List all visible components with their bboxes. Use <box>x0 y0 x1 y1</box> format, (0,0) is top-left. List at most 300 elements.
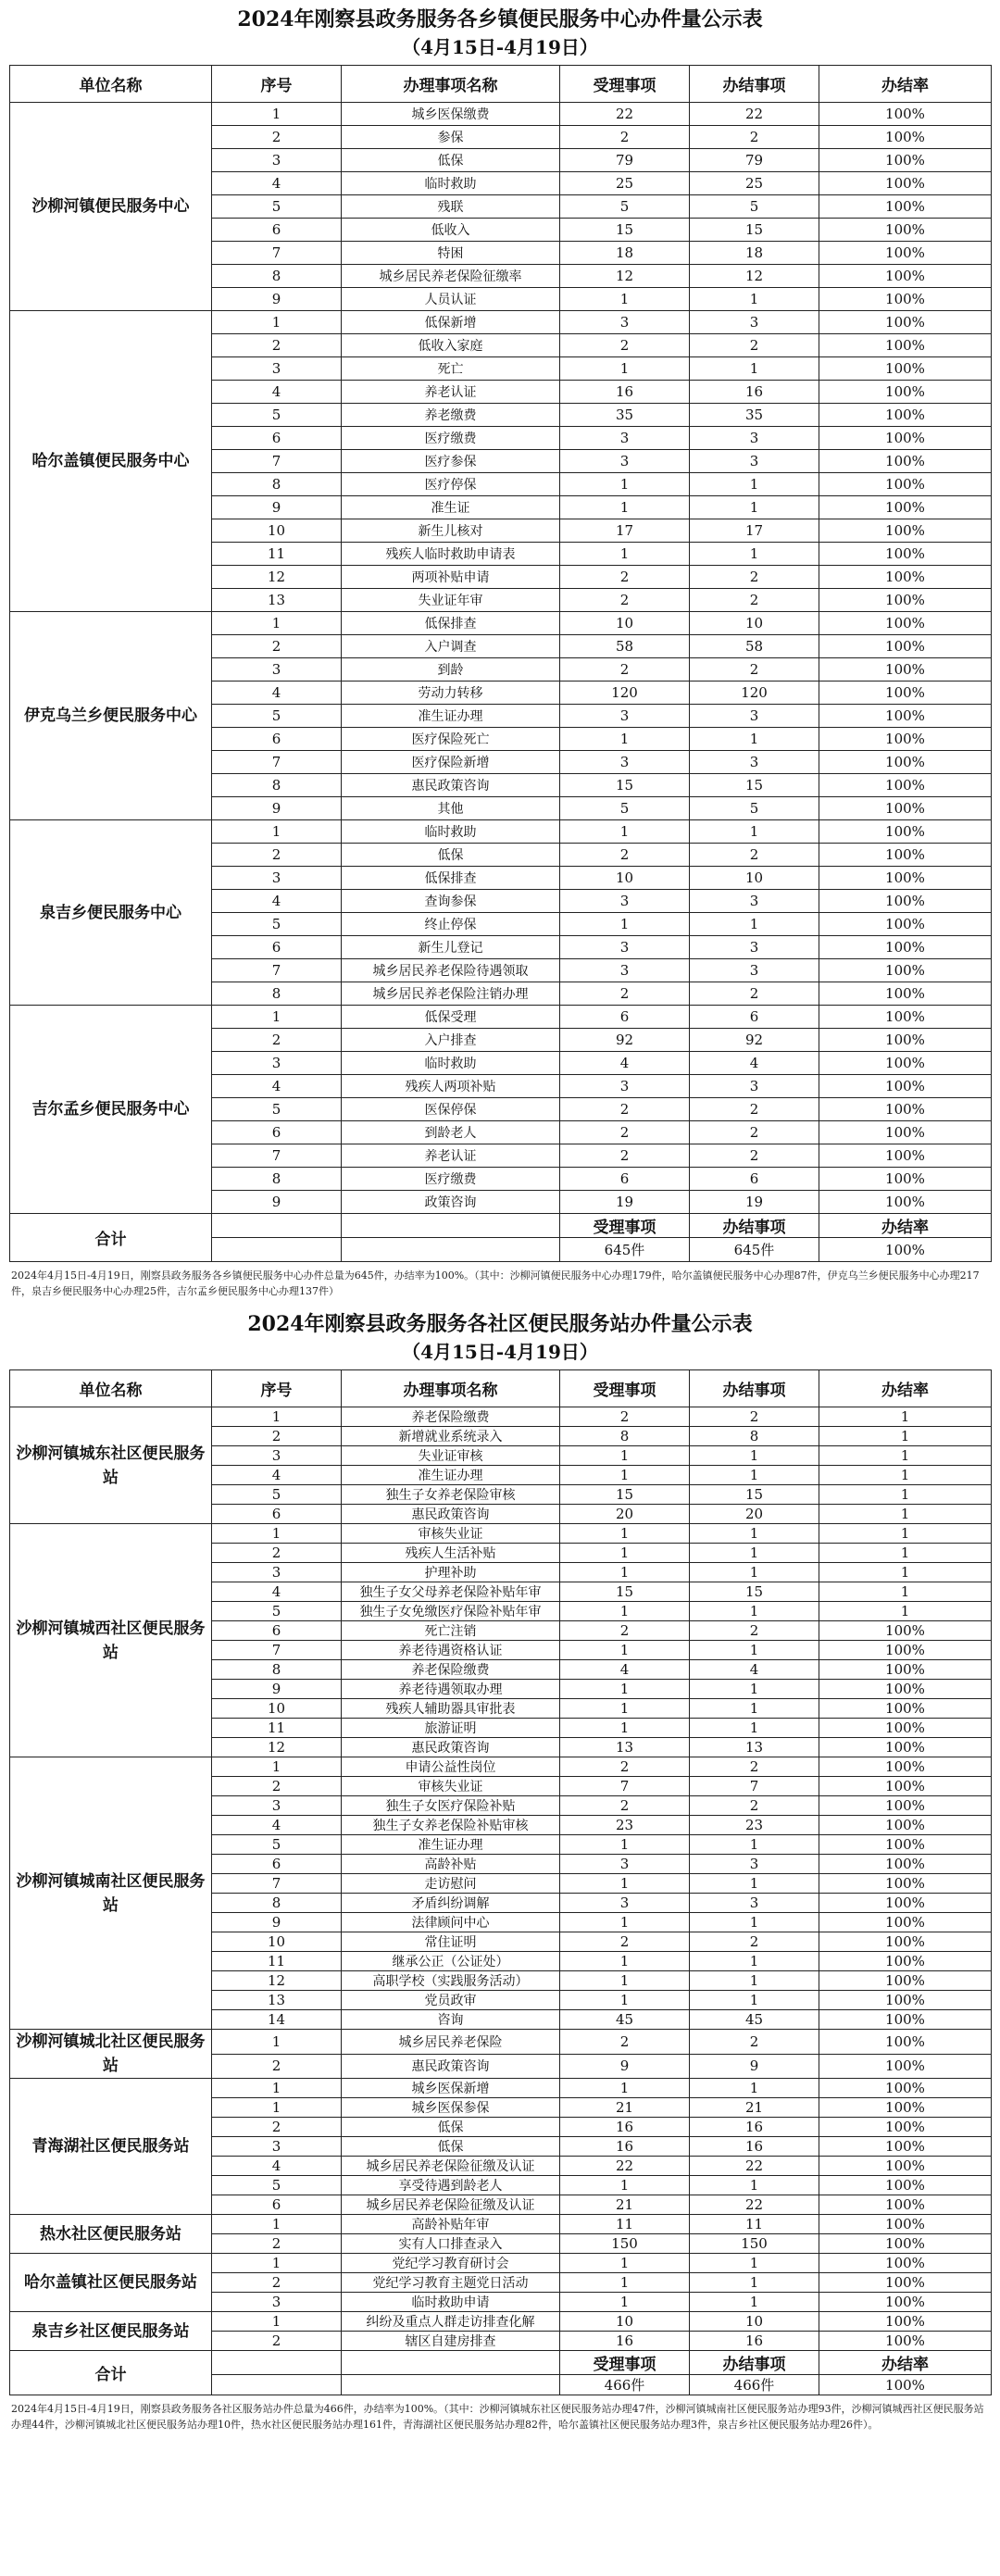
total-completed: 645件 <box>690 1238 819 1262</box>
accepted-count: 3 <box>560 1855 690 1874</box>
row-index: 9 <box>212 1680 342 1699</box>
completed-count: 1 <box>690 1971 819 1991</box>
row-index: 4 <box>212 1466 342 1485</box>
accepted-count: 2 <box>560 589 690 612</box>
item-name: 养老待遇资格认证 <box>342 1641 560 1660</box>
completion-rate: 100% <box>819 2098 992 2118</box>
item-name: 审核失业证 <box>342 1777 560 1796</box>
item-name: 医疗缴费 <box>342 1168 560 1191</box>
completed-count: 2 <box>690 334 819 357</box>
item-name: 城乡居民养老保险待遇领取 <box>342 959 560 982</box>
table-body <box>10 1407 992 2351</box>
row-index: 8 <box>212 473 342 496</box>
item-name: 准生证办理 <box>342 1466 560 1485</box>
accepted-count: 3 <box>560 890 690 913</box>
item-name: 独生子女养老保险审核 <box>342 1485 560 1505</box>
completed-count: 1 <box>690 1913 819 1932</box>
completed-count: 1 <box>690 1952 819 1971</box>
completion-rate: 100% <box>819 2054 992 2079</box>
accepted-count: 1 <box>560 1602 690 1621</box>
item-name: 到龄 <box>342 658 560 682</box>
table-row <box>10 1407 992 1427</box>
item-name: 准生证 <box>342 496 560 519</box>
row-index: 6 <box>212 936 342 959</box>
completion-rate: 100% <box>819 936 992 959</box>
accepted-count: 6 <box>560 1006 690 1029</box>
row-index: 6 <box>212 1121 342 1144</box>
accepted-count: 1 <box>560 1719 690 1738</box>
row-index: 7 <box>212 1874 342 1894</box>
unit-name-cell: 沙柳河镇城西社区便民服务站 <box>10 1524 212 1757</box>
row-index: 13 <box>212 589 342 612</box>
row-index: 6 <box>212 427 342 450</box>
completion-rate: 100% <box>819 658 992 682</box>
accepted-count: 150 <box>560 2234 690 2254</box>
completed-count: 23 <box>690 1816 819 1835</box>
item-name: 城乡居民养老保险征缴率 <box>342 265 560 288</box>
unit-name-cell: 伊克乌兰乡便民服务中心 <box>10 612 212 820</box>
completion-rate: 100% <box>819 867 992 890</box>
row-index: 4 <box>212 682 342 705</box>
total-label: 合计 <box>10 2351 212 2395</box>
completed-count: 3 <box>690 311 819 334</box>
item-name: 党纪学习教育主题党日活动 <box>342 2273 560 2293</box>
item-name: 城乡居民养老保险征缴及认证 <box>342 2157 560 2176</box>
accepted-count: 4 <box>560 1052 690 1075</box>
completed-count: 1 <box>690 2254 819 2273</box>
accepted-count: 1 <box>560 1991 690 2010</box>
row-index: 5 <box>212 2176 342 2195</box>
item-name: 法律顾问中心 <box>342 1913 560 1932</box>
completed-count: 22 <box>690 2157 819 2176</box>
total-spacer <box>342 2375 560 2395</box>
total-rate: 100% <box>819 1238 992 1262</box>
row-index: 6 <box>212 219 342 242</box>
accepted-count: 10 <box>560 867 690 890</box>
item-name: 残疾人辅助器具审批表 <box>342 1699 560 1719</box>
header-unit: 单位名称 <box>10 1370 212 1407</box>
accepted-count: 1 <box>560 1641 690 1660</box>
table-row <box>10 311 992 334</box>
row-index: 8 <box>212 982 342 1006</box>
completion-rate: 100% <box>819 982 992 1006</box>
completion-rate: 100% <box>819 1075 992 1098</box>
accepted-count: 20 <box>560 1505 690 1524</box>
table1-title: 2024年刚察县政务服务各乡镇便民服务中心办件量公示表 <box>237 7 763 31</box>
completed-count: 45 <box>690 2010 819 2030</box>
completed-count: 2 <box>690 1098 819 1121</box>
completion-rate: 100% <box>819 1660 992 1680</box>
completed-count: 10 <box>690 2312 819 2332</box>
accepted-count: 22 <box>560 103 690 126</box>
item-name: 城乡居民养老保险征缴及认证 <box>342 2195 560 2215</box>
completion-rate: 100% <box>819 2195 992 2215</box>
item-name: 申请公益性岗位 <box>342 1757 560 1777</box>
completed-count: 3 <box>690 1075 819 1098</box>
header-index: 序号 <box>212 1370 342 1407</box>
item-name: 到龄老人 <box>342 1121 560 1144</box>
row-index: 2 <box>212 1777 342 1796</box>
accepted-count: 15 <box>560 219 690 242</box>
completed-count: 1 <box>690 357 819 381</box>
item-name: 低保排查 <box>342 612 560 635</box>
completed-count: 1 <box>690 2079 819 2098</box>
accepted-count: 1 <box>560 357 690 381</box>
total-accepted: 645件 <box>560 1238 690 1262</box>
table2-note: 2024年4月15日-4月19日，刚察县政务服务各社区服务站办件总量为466件，办结率为100%。（其中：沙柳河镇城东社区便民服务站办理47件，沙柳河镇城南社区便民服务站办理93件，沙柳河镇城西社区便民服务站办理44件，沙柳河镇城北社区便民服务站办理10件，热水社区便民服务站办理161件，青海湖社区便民服务站办理82件，哈尔盖镇社区便民服务站办理3件，泉吉乡社区便民服务站办理26件）。 <box>11 2403 984 2431</box>
row-index: 1 <box>212 2030 342 2055</box>
row-index: 9 <box>212 496 342 519</box>
completion-rate: 100% <box>819 1738 992 1757</box>
completed-count: 22 <box>690 2195 819 2215</box>
completion-rate: 100% <box>819 1006 992 1029</box>
row-index: 4 <box>212 1816 342 1835</box>
completed-count: 1 <box>690 496 819 519</box>
completion-rate: 100% <box>819 2293 992 2312</box>
completed-count: 15 <box>690 1485 819 1505</box>
item-name: 入户调查 <box>342 635 560 658</box>
row-index: 1 <box>212 820 342 844</box>
row-index: 6 <box>212 1855 342 1874</box>
item-name: 独生子女养老保险补贴审核 <box>342 1816 560 1835</box>
accepted-count: 5 <box>560 797 690 820</box>
row-index: 2 <box>212 1544 342 1563</box>
header-rate: 办结率 <box>819 1370 992 1407</box>
accepted-count: 15 <box>560 1582 690 1602</box>
completion-rate: 100% <box>819 1621 992 1641</box>
completed-count: 1 <box>690 1563 819 1582</box>
row-index: 6 <box>212 2195 342 2215</box>
completion-rate: 100% <box>819 1777 992 1796</box>
item-name: 失业证年审 <box>342 589 560 612</box>
completion-rate: 1 <box>819 1485 992 1505</box>
item-name: 新生儿核对 <box>342 519 560 543</box>
accepted-count: 2 <box>560 2030 690 2055</box>
header-completed: 办结事项 <box>690 1370 819 1407</box>
row-index: 2 <box>212 844 342 867</box>
row-index: 7 <box>212 959 342 982</box>
item-name: 医疗停保 <box>342 473 560 496</box>
item-name: 政策咨询 <box>342 1191 560 1214</box>
row-index: 9 <box>212 797 342 820</box>
completed-count: 1 <box>690 728 819 751</box>
completion-rate: 100% <box>819 959 992 982</box>
completion-rate: 1 <box>819 1505 992 1524</box>
completion-rate: 100% <box>819 589 992 612</box>
item-name: 养老保险缴费 <box>342 1407 560 1427</box>
row-index: 7 <box>212 450 342 473</box>
row-index: 1 <box>212 2215 342 2234</box>
accepted-count: 1 <box>560 1680 690 1699</box>
total-spacer <box>342 2351 560 2375</box>
completion-rate: 1 <box>819 1466 992 1485</box>
item-name: 矛盾纠纷调解 <box>342 1894 560 1913</box>
completion-rate: 100% <box>819 2157 992 2176</box>
row-index: 2 <box>212 334 342 357</box>
accepted-count: 1 <box>560 2176 690 2195</box>
header-accepted: 受理事项 <box>560 66 690 103</box>
table-row <box>10 820 992 844</box>
row-index: 2 <box>212 2332 342 2351</box>
row-index: 3 <box>212 867 342 890</box>
accepted-count: 2 <box>560 658 690 682</box>
row-index: 8 <box>212 1660 342 1680</box>
accepted-count: 4 <box>560 1660 690 1680</box>
completion-rate: 100% <box>819 1932 992 1952</box>
row-index: 1 <box>212 1524 342 1544</box>
header-item: 办理事项名称 <box>342 1370 560 1407</box>
table-row <box>10 1757 992 1777</box>
accepted-count: 3 <box>560 311 690 334</box>
item-name: 特困 <box>342 242 560 265</box>
completed-count: 3 <box>690 959 819 982</box>
completion-rate: 1 <box>819 1407 992 1427</box>
row-index: 7 <box>212 1641 342 1660</box>
item-name: 医疗保险新增 <box>342 751 560 774</box>
completion-rate: 100% <box>819 103 992 126</box>
item-name: 死亡 <box>342 357 560 381</box>
item-name: 城乡医保缴费 <box>342 103 560 126</box>
row-index: 13 <box>212 1991 342 2010</box>
accepted-count: 1 <box>560 2254 690 2273</box>
completed-count: 2 <box>690 1144 819 1168</box>
completed-count: 7 <box>690 1777 819 1796</box>
accepted-count: 2 <box>560 982 690 1006</box>
completed-count: 1 <box>690 2273 819 2293</box>
table1-note: 2024年4月15日-4月19日，刚察县政务服务各乡镇便民服务中心办件总量为645件，办结率为100%。（其中：沙柳河镇便民服务中心办理179件，哈尔盖镇便民服务中心办理87件，伊克乌兰乡便民服务中心办理217件，泉吉乡便民服务中心办理25件，吉尔孟乡便民服务中心办理137件） <box>11 1269 980 1297</box>
item-name: 城乡居民养老保险 <box>342 2030 560 2055</box>
accepted-count: 13 <box>560 1738 690 1757</box>
accepted-count: 58 <box>560 635 690 658</box>
completion-rate: 100% <box>819 2137 992 2157</box>
row-index: 1 <box>212 2079 342 2098</box>
row-index: 3 <box>212 357 342 381</box>
completion-rate: 100% <box>819 566 992 589</box>
item-name: 低保 <box>342 844 560 867</box>
row-index: 11 <box>212 543 342 566</box>
row-index: 1 <box>212 2254 342 2273</box>
completion-rate: 1 <box>819 1427 992 1446</box>
completed-count: 1 <box>690 913 819 936</box>
item-name: 享受待遇到龄老人 <box>342 2176 560 2195</box>
accepted-count: 21 <box>560 2098 690 2118</box>
accepted-count: 3 <box>560 427 690 450</box>
accepted-count: 1 <box>560 1524 690 1544</box>
completed-count: 17 <box>690 519 819 543</box>
completion-rate: 100% <box>819 682 992 705</box>
total-accepted: 466件 <box>560 2375 690 2395</box>
completed-count: 8 <box>690 1427 819 1446</box>
accepted-count: 17 <box>560 519 690 543</box>
completion-rate: 100% <box>819 612 992 635</box>
accepted-count: 2 <box>560 1757 690 1777</box>
item-name: 护理补助 <box>342 1563 560 1582</box>
row-index: 3 <box>212 1052 342 1075</box>
row-index: 7 <box>212 1144 342 1168</box>
completion-rate: 100% <box>819 1719 992 1738</box>
accepted-count: 1 <box>560 543 690 566</box>
accepted-count: 19 <box>560 1191 690 1214</box>
row-index: 2 <box>212 2054 342 2079</box>
completion-rate: 1 <box>819 1602 992 1621</box>
completion-rate: 100% <box>819 705 992 728</box>
item-name: 常住证明 <box>342 1932 560 1952</box>
item-name: 独生子女医疗保险补贴 <box>342 1796 560 1816</box>
completed-count: 1 <box>690 1641 819 1660</box>
table2-title: 2024年刚察县政务服务各社区便民服务站办件量公示表 <box>247 1312 753 1336</box>
row-index: 8 <box>212 265 342 288</box>
item-name: 党员政审 <box>342 1991 560 2010</box>
accepted-count: 18 <box>560 242 690 265</box>
total-accepted-header: 受理事项 <box>560 2351 690 2375</box>
row-index: 5 <box>212 1835 342 1855</box>
row-index: 9 <box>212 1191 342 1214</box>
row-index: 11 <box>212 1952 342 1971</box>
accepted-count: 1 <box>560 496 690 519</box>
completed-count: 1 <box>690 1699 819 1719</box>
completed-count: 3 <box>690 890 819 913</box>
item-name: 临时救助申请 <box>342 2293 560 2312</box>
completed-count: 2 <box>690 1621 819 1641</box>
completion-rate: 100% <box>819 149 992 172</box>
table-body <box>10 103 992 1214</box>
completion-rate: 100% <box>819 1098 992 1121</box>
item-name: 养老待遇领取办理 <box>342 1680 560 1699</box>
item-name: 城乡医保新增 <box>342 2079 560 2098</box>
item-name: 参保 <box>342 126 560 149</box>
completion-rate: 100% <box>819 1991 992 2010</box>
unit-name-cell: 青海湖社区便民服务站 <box>10 2079 212 2215</box>
completion-rate: 100% <box>819 450 992 473</box>
completed-count: 16 <box>690 2137 819 2157</box>
accepted-count: 1 <box>560 1971 690 1991</box>
row-index: 8 <box>212 1168 342 1191</box>
row-index: 2 <box>212 1427 342 1446</box>
item-name: 入户排查 <box>342 1029 560 1052</box>
item-name: 残疾人临时救助申请表 <box>342 543 560 566</box>
accepted-count: 21 <box>560 2195 690 2215</box>
township-center-table <box>9 65 992 1262</box>
completed-count: 2 <box>690 844 819 867</box>
row-index: 1 <box>212 1407 342 1427</box>
item-name: 独生子女免缴医疗保险补贴年审 <box>342 1602 560 1621</box>
completed-count: 2 <box>690 658 819 682</box>
row-index: 2 <box>212 2118 342 2137</box>
item-name: 养老缴费 <box>342 404 560 427</box>
table-row <box>10 2079 992 2098</box>
completed-count: 3 <box>690 1855 819 1874</box>
row-index: 9 <box>212 288 342 311</box>
completed-count: 4 <box>690 1052 819 1075</box>
table-row <box>10 2030 992 2055</box>
completion-rate: 100% <box>819 1894 992 1913</box>
table-row <box>10 2215 992 2234</box>
total-spacer <box>212 2351 342 2375</box>
item-name: 低保受理 <box>342 1006 560 1029</box>
table-row <box>10 612 992 635</box>
accepted-count: 3 <box>560 959 690 982</box>
completion-rate: 100% <box>819 404 992 427</box>
completion-rate: 100% <box>819 242 992 265</box>
item-name: 辖区自建房排查 <box>342 2332 560 2351</box>
header-unit: 单位名称 <box>10 66 212 103</box>
completion-rate: 100% <box>819 2234 992 2254</box>
completion-rate: 100% <box>819 2030 992 2055</box>
item-name: 准生证办理 <box>342 1835 560 1855</box>
completed-count: 1 <box>690 1466 819 1485</box>
item-name: 残疾人生活补贴 <box>342 1544 560 1563</box>
completion-rate: 100% <box>819 1952 992 1971</box>
header-index: 序号 <box>212 66 342 103</box>
item-name: 高职学校（实践服务活动） <box>342 1971 560 1991</box>
completion-rate: 100% <box>819 2332 992 2351</box>
completion-rate: 100% <box>819 635 992 658</box>
row-index: 8 <box>212 774 342 797</box>
accepted-count: 2 <box>560 1121 690 1144</box>
completion-rate: 100% <box>819 844 992 867</box>
completed-count: 18 <box>690 242 819 265</box>
item-name: 低保 <box>342 2118 560 2137</box>
completed-count: 16 <box>690 381 819 404</box>
item-name: 走访慰问 <box>342 1874 560 1894</box>
completion-rate: 100% <box>819 1971 992 1991</box>
completion-rate: 100% <box>819 288 992 311</box>
total-header-row <box>10 2351 992 2375</box>
row-index: 3 <box>212 149 342 172</box>
completion-rate: 100% <box>819 1757 992 1777</box>
completed-count: 1 <box>690 1602 819 1621</box>
completion-rate: 100% <box>819 543 992 566</box>
completed-count: 58 <box>690 635 819 658</box>
row-index: 4 <box>212 172 342 195</box>
completed-count: 13 <box>690 1738 819 1757</box>
accepted-count: 1 <box>560 288 690 311</box>
header-accepted: 受理事项 <box>560 1370 690 1407</box>
accepted-count: 45 <box>560 2010 690 2030</box>
row-index: 12 <box>212 1971 342 1991</box>
completed-count: 3 <box>690 1894 819 1913</box>
completion-rate: 1 <box>819 1563 992 1582</box>
table-row <box>10 103 992 126</box>
accepted-count: 3 <box>560 1075 690 1098</box>
item-name: 新生儿登记 <box>342 936 560 959</box>
completion-rate: 100% <box>819 2215 992 2234</box>
completion-rate: 100% <box>819 1144 992 1168</box>
completion-rate: 100% <box>819 890 992 913</box>
item-name: 残疾人两项补贴 <box>342 1075 560 1098</box>
completed-count: 120 <box>690 682 819 705</box>
row-index: 1 <box>212 2098 342 2118</box>
completed-count: 11 <box>690 2215 819 2234</box>
completed-count: 22 <box>690 103 819 126</box>
completion-rate: 100% <box>819 797 992 820</box>
row-index: 1 <box>212 311 342 334</box>
completed-count: 1 <box>690 1524 819 1544</box>
accepted-count: 120 <box>560 682 690 705</box>
row-index: 2 <box>212 126 342 149</box>
item-name: 高龄补贴年审 <box>342 2215 560 2234</box>
row-index: 6 <box>212 1505 342 1524</box>
completed-count: 12 <box>690 265 819 288</box>
completion-rate: 100% <box>819 2079 992 2098</box>
unit-name-cell: 哈尔盖镇便民服务中心 <box>10 311 212 612</box>
row-index: 1 <box>212 1006 342 1029</box>
total-label: 合计 <box>10 1214 212 1262</box>
item-name: 城乡医保参保 <box>342 2098 560 2118</box>
completion-rate: 100% <box>819 913 992 936</box>
completed-count: 1 <box>690 1835 819 1855</box>
item-name: 准生证办理 <box>342 705 560 728</box>
